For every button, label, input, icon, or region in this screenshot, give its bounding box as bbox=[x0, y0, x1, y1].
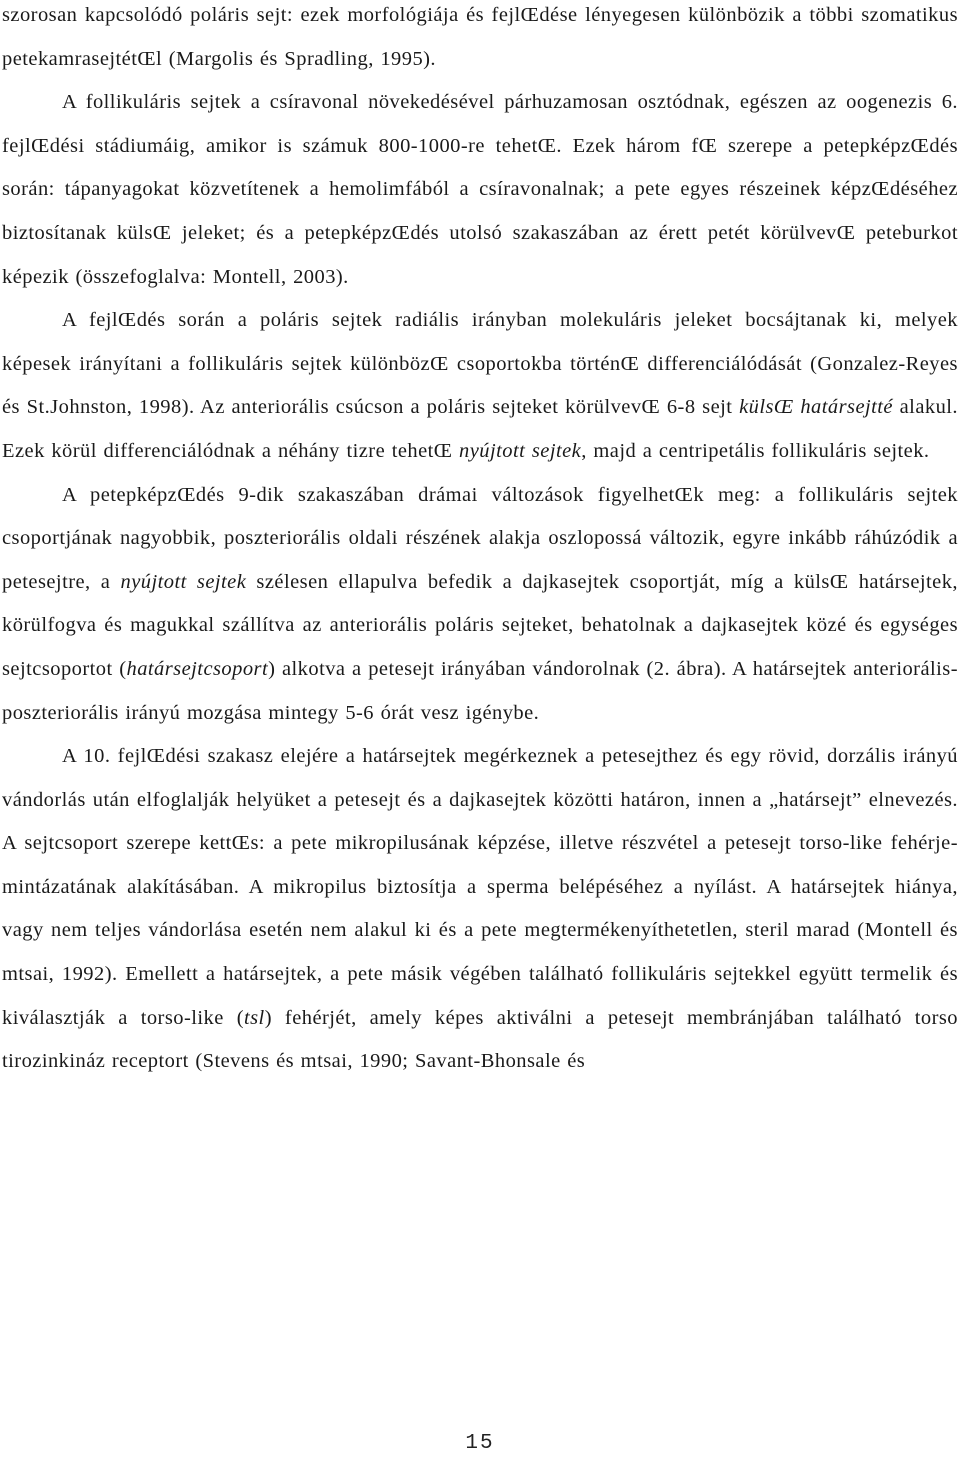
text-run: A fejlŒdés során a poláris sejtek radiális irányban molekuláris jeleket bocsájtanak ki, melyek képesek irányítani a follikuláris sejtek különbözŒ csoportokba történŒ differenciálódását (Gonzalez-Reyes és St.Johnston, 1998). Az anteriorális csúcson a poláris sejteket körülvevŒ 6-8 sejt bbox=[2, 309, 958, 419]
italic-term: nyújtott sejtek bbox=[459, 439, 582, 462]
paragraph-4 bbox=[2, 474, 958, 736]
italic-term: határsejtcsoport bbox=[126, 657, 269, 680]
page-number: 15 bbox=[465, 1432, 495, 1455]
paragraph-3 bbox=[2, 299, 958, 473]
text-run: alakul. Ezek körül differenciálódnak a néhány tizre tehetŒ bbox=[2, 396, 958, 462]
text-run: , majd a centripetális follikuláris sejtek. bbox=[581, 439, 930, 462]
text-run: szorosan kapcsolódó poláris sejt: ezek morfológiája és fejlŒdése lényegesen különbözik a többi szomatikus petekamrasejtétŒl (Margolis és Spradling, 1995). bbox=[2, 4, 958, 70]
text-run: A 10. fejlŒdési szakasz elejére a határsejtek megérkeznek a petesejthez és egy rövid, dorzális irányú vándorlás után elfoglalják helyüket a petesejt és a dajkasejtek közötti határon, innen a „határsejt” elnevezés. A sejtcsoport szerepe kettŒs: a pete mikropilusának képzése, illetve részvétel a petesejt torso-like fehérje-mintázatának alakításában. A mikropilus biztosítja a sperma belépéséhez a nyílást. A határsejtek hiánya, vagy nem teljes vándorlása esetén nem alakul ki és a pete megtermékenyíthetetlen, steril marad (Montell és mtsai, 1992). Emellett a határsejtek, a pete másik végében található follikuláris sejtekkel együtt termelik és kiválasztják a torso-like ( bbox=[2, 745, 958, 1029]
italic-term: külsŒ határsejtté bbox=[739, 396, 893, 419]
italic-term: nyújtott sejtek bbox=[120, 570, 247, 593]
paragraph-1 bbox=[2, 0, 958, 81]
paragraph-5 bbox=[2, 735, 958, 1084]
paragraph-2 bbox=[2, 81, 958, 299]
body-text bbox=[2, 0, 958, 1084]
italic-term: tsl bbox=[243, 1006, 265, 1029]
text-run: szélesen ellapulva befedik a dajkasejtek csoportját, míg a külsŒ határsejtek, körülfogva és magukkal szállítva az anteriorális poláris sejteket, behatolnak a dajkasejtek közé és egységes sejtcsoportot ( bbox=[2, 570, 959, 680]
text-run: ) fehérjét, amely képes aktiválni a petesejt membránjában található torso tirozinkináz receptort (Stevens és mtsai, 1990; Savant-Bhonsale és bbox=[2, 1006, 958, 1073]
text-run: ) alkotva a petesejt irányában vándorolnak (2. ábra). A határsejtek anteriorális-poszteriorális irányú mozgása mintegy 5-6 órát vesz igénybe. bbox=[2, 657, 958, 724]
text-run: A petepképzŒdés 9-dik szakaszában drámai változások figyelhetŒk meg: a follikuláris sejtek csoportjának nagyobbik, poszteriorális oldali részének alakja oszlopossá változik, egyre inkább ráhúzódik a petesejtre, a bbox=[2, 483, 958, 593]
text-run: A follikuláris sejtek a csíravonal növekedésével párhuzamosan osztódnak, egészen az oogenezis 6. fejlŒdési stádiumáig, amikor is számuk 800-1000-re tehetŒ. Ezek három fŒ szerepe a petepképzŒdés során: tápanyagokat közvetítenek a hemolimfából a csíravonalnak; a pete egyes részeinek képzŒdéséhez biztosítanak külsŒ jeleket; és a petepképzŒdés utolsó szakaszában az érett petét körülvevŒ peteburkot képezik (összefoglalva: Montell, 2003). bbox=[2, 91, 958, 288]
